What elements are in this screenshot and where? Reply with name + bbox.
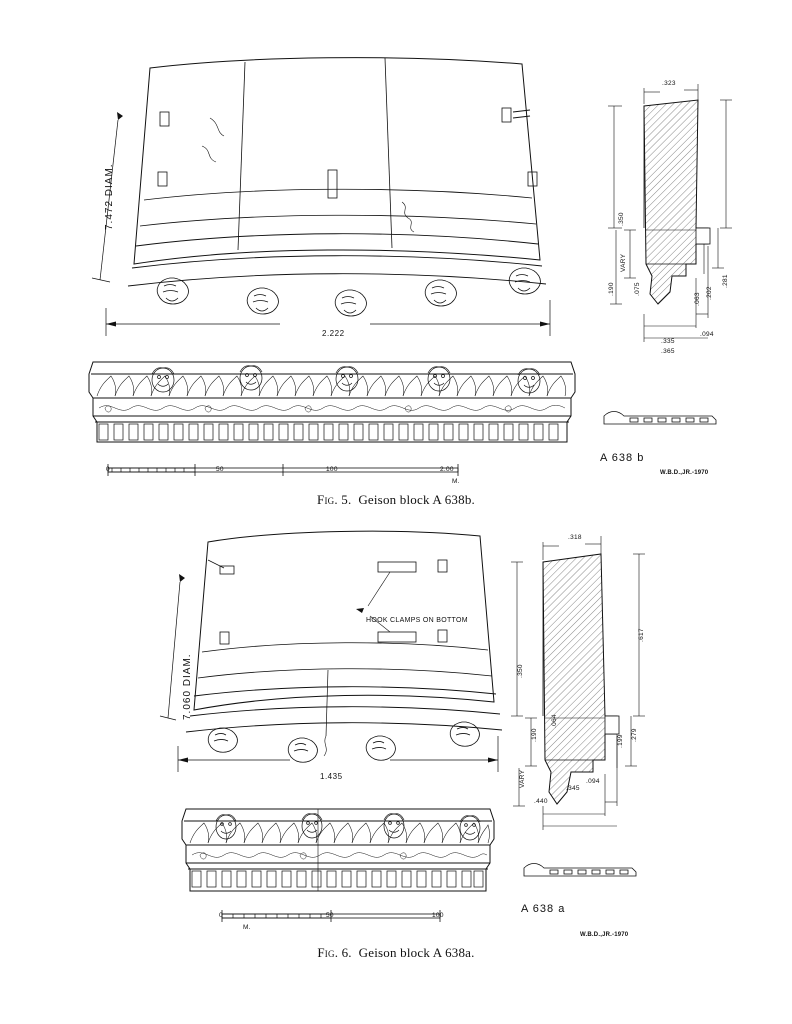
fig6-dim-bottom-a: .345 bbox=[566, 785, 580, 792]
fig6-scale-unit: M. bbox=[243, 924, 251, 931]
fig6-soffit-strip bbox=[520, 860, 640, 882]
fig6-dim-height-main: .350 bbox=[517, 664, 524, 678]
figure-5-caption bbox=[0, 492, 792, 508]
fig6-dim-vary: VARY bbox=[519, 769, 526, 788]
fig5-scale-tick-50: 50 bbox=[216, 466, 224, 473]
fig6-dim-right-mid: .279 bbox=[631, 728, 638, 742]
fig6-dim-lower-left-b: .064 bbox=[551, 714, 558, 728]
fig6-block-label: A 638 a bbox=[521, 903, 566, 915]
fig5-scale-bar bbox=[108, 462, 468, 480]
fig5-scale-tick-100: 100 bbox=[326, 466, 338, 473]
fig6-hook-clamps-annotation bbox=[366, 616, 468, 625]
fig5-radius-label: 7.472 DIAM. bbox=[104, 163, 115, 230]
fig5-soffit-strip bbox=[600, 408, 720, 430]
fig6-scale-zero: 0 bbox=[219, 912, 223, 919]
fig5-width-label: 2.222 bbox=[322, 329, 345, 338]
fig5-dim-lower-left-a: .190 bbox=[608, 282, 615, 296]
figure-6-caption bbox=[0, 945, 792, 961]
fig6-dim-height-right: .617 bbox=[638, 628, 645, 642]
fig5-dim-lower-left-b: .075 bbox=[634, 282, 641, 296]
fig5-credit: W.B.D.,JR.-1970 bbox=[660, 470, 709, 476]
fig6-credit: W.B.D.,JR.-1970 bbox=[580, 932, 629, 938]
fig5-scale-unit: M. bbox=[452, 478, 460, 485]
fig6-dim-bottom-b: .440 bbox=[534, 798, 548, 805]
fig5-dim-right-lower: .281 bbox=[722, 274, 729, 288]
fig6-dim-top-width: .318 bbox=[568, 534, 582, 541]
fig6-radius-label: 7.060 DIAM. bbox=[182, 653, 193, 720]
figure-6-caption-prefix: Fig. 6. bbox=[317, 945, 352, 960]
fig6-dim-right-lower: .199 bbox=[617, 734, 624, 748]
fig6-scale-tick-50: 50 bbox=[326, 912, 334, 919]
fig6-width-label: 1.435 bbox=[320, 772, 343, 781]
fig5-scale-zero: 0 bbox=[106, 466, 110, 473]
fig6-scale-bar bbox=[222, 908, 452, 926]
fig5-dim-right-mid: .202 bbox=[706, 286, 713, 300]
fig5-dim-vary: VARY bbox=[620, 253, 627, 272]
fig6-dim-bottom-c: .094 bbox=[586, 778, 600, 785]
fig5-dim-bottom-b: .365 bbox=[661, 348, 675, 355]
fig5-dim-bottom-a: .335 bbox=[661, 338, 675, 345]
fig6-section-drawing bbox=[505, 530, 675, 830]
fig5-elevation-drawing bbox=[85, 358, 580, 463]
figure-5 bbox=[0, 0, 792, 507]
fig6-hook-clamps-text: HOOK CLAMPS ON BOTTOM bbox=[366, 617, 468, 624]
fig6-scale-tick-100: 100 bbox=[432, 912, 444, 919]
fig5-dim-small-a: .063 bbox=[694, 292, 701, 306]
fig5-dim-bottom-c: .094 bbox=[700, 331, 714, 338]
fig5-dim-top-width: .323 bbox=[662, 80, 676, 87]
figure-6-caption-text: Geison block A 638a. bbox=[358, 945, 475, 960]
fig5-plan-drawing bbox=[70, 50, 590, 350]
fig6-elevation-drawing bbox=[178, 805, 498, 910]
figure-5-caption-prefix: Fig. 5. bbox=[317, 492, 352, 507]
fig5-scale-tick-200: 2.00 bbox=[440, 466, 454, 473]
fig5-block-label: A 638 b bbox=[600, 452, 645, 464]
figure-6 bbox=[0, 520, 792, 970]
fig6-plan-drawing bbox=[150, 520, 530, 790]
fig5-dim-height-main: .350 bbox=[618, 212, 625, 226]
fig6-dim-lower-left-a: .190 bbox=[531, 728, 538, 742]
figure-5-caption-text: Geison block A 638b. bbox=[358, 492, 475, 507]
